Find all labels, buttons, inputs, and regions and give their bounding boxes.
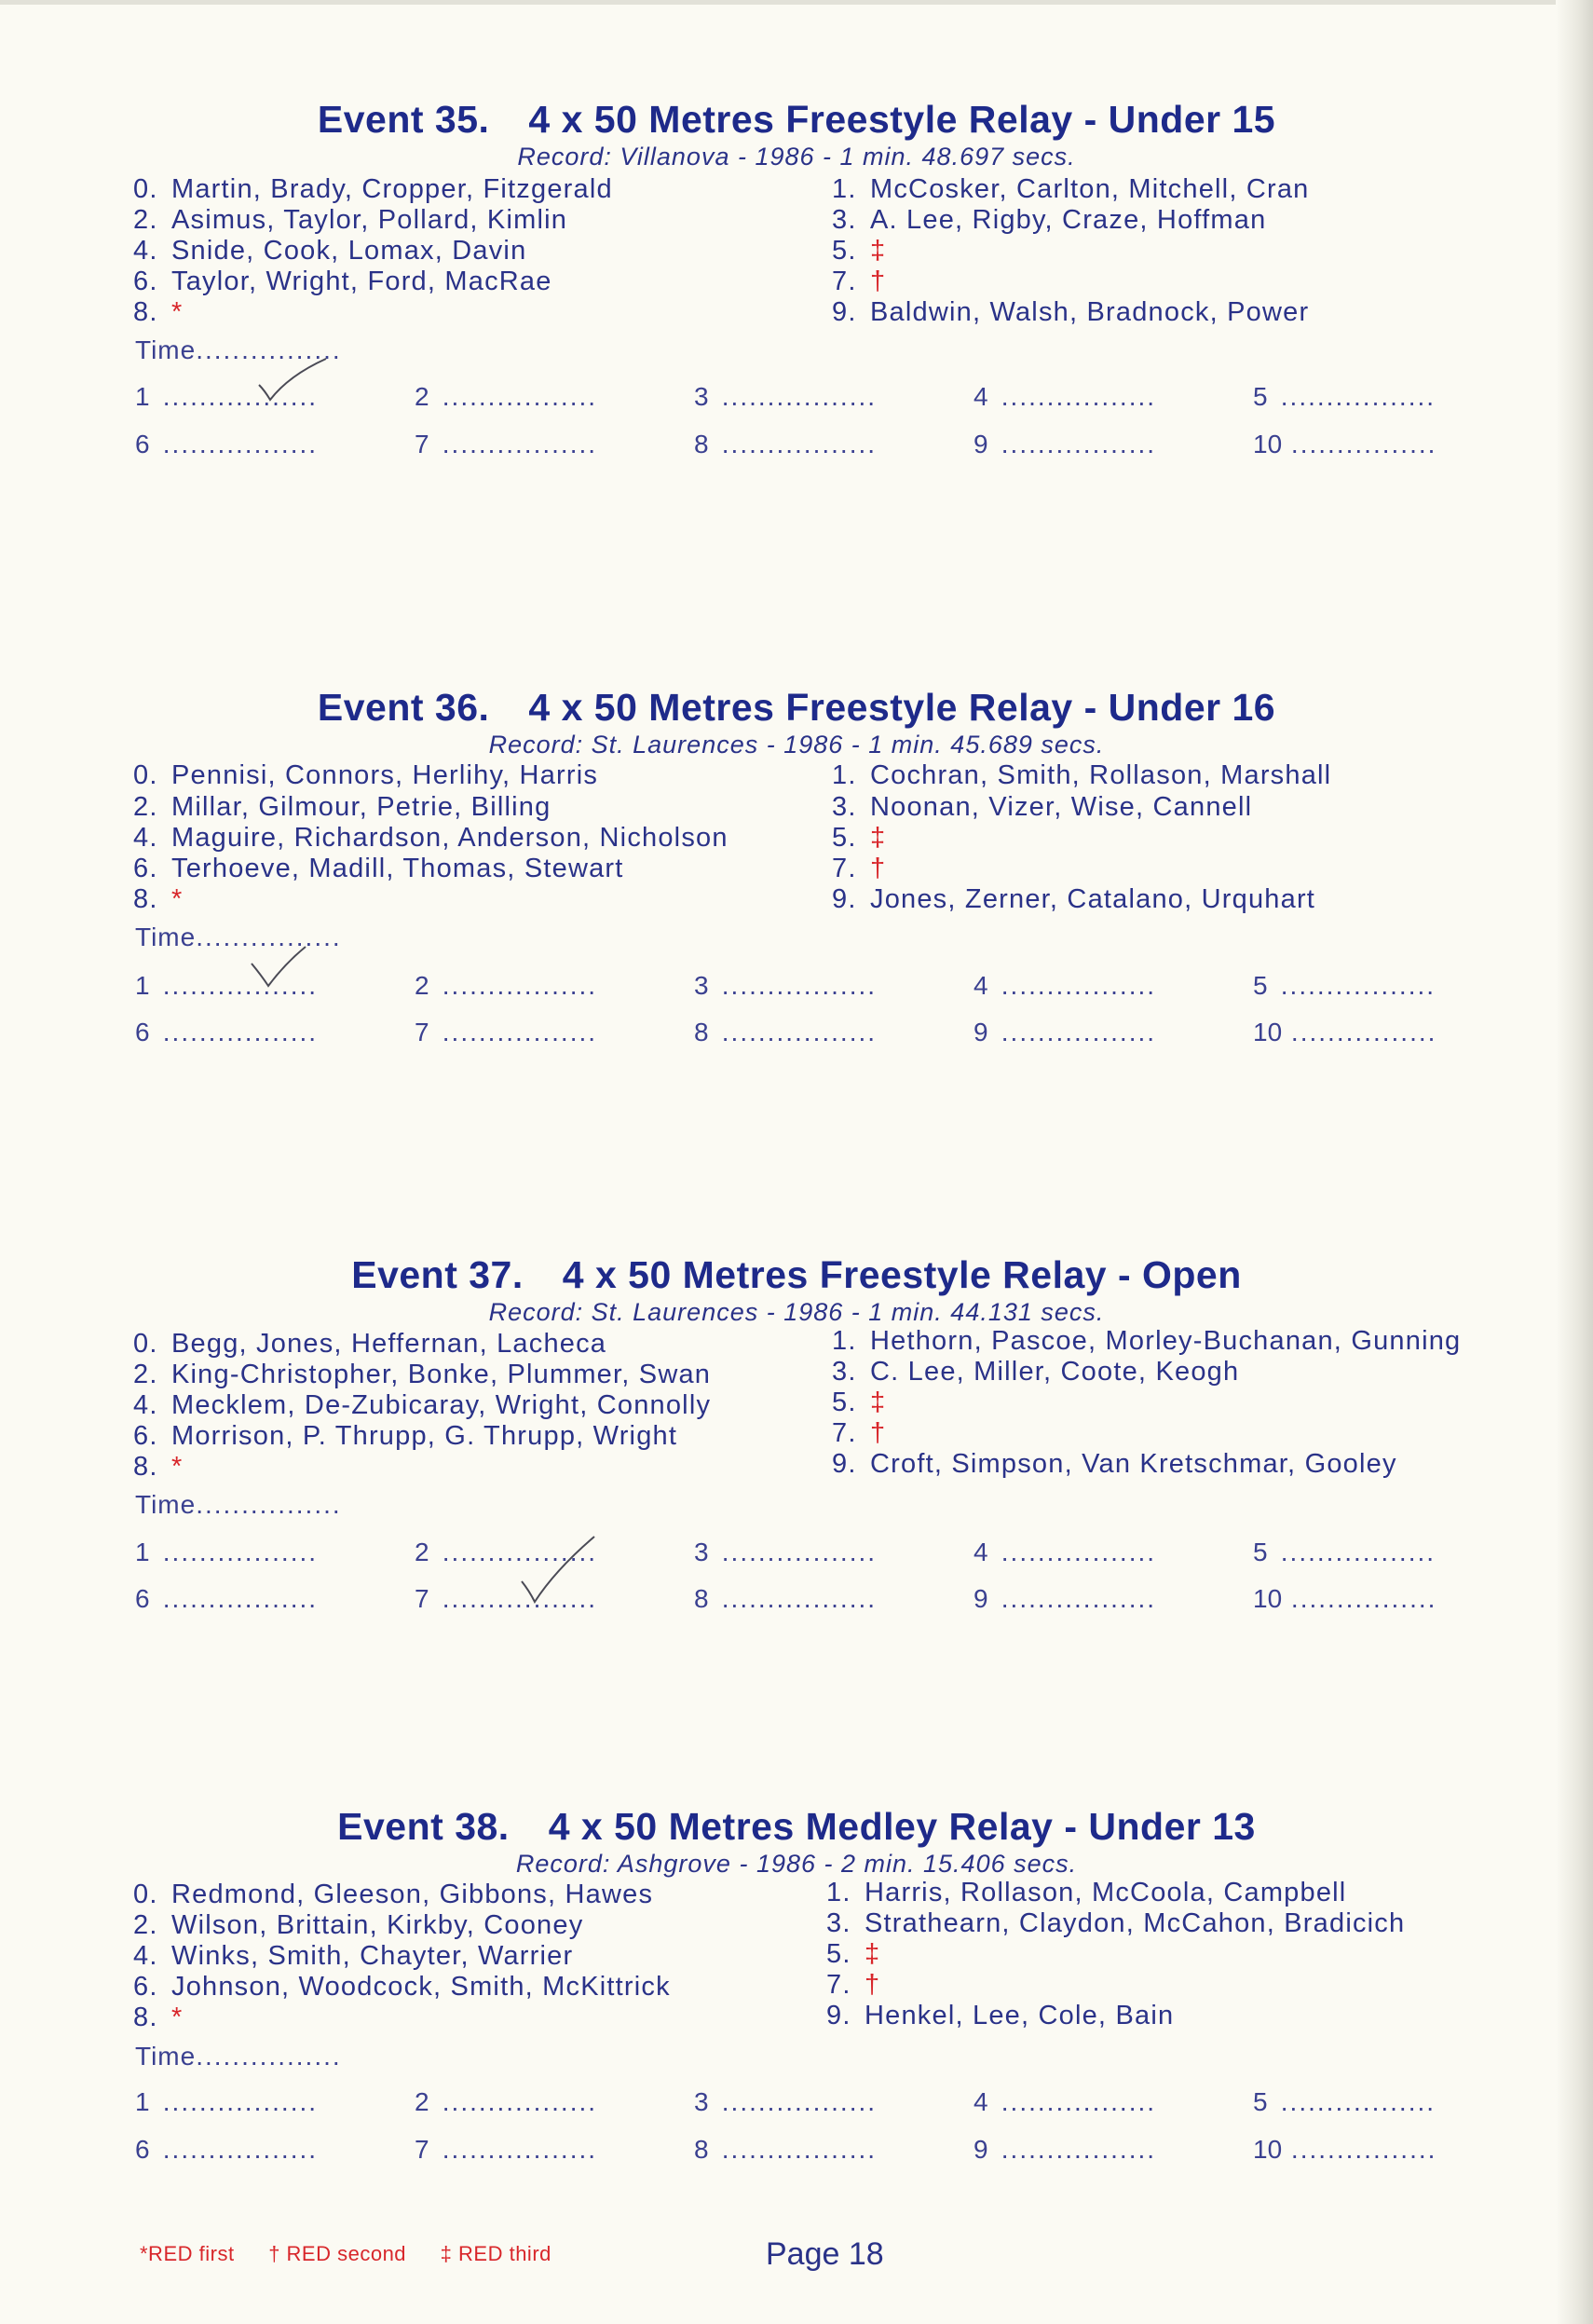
place-3: 3 ................. [694,1538,878,1566]
place-1: 1 ................. [135,2087,319,2116]
place-7: 7 ................. [415,2135,598,2164]
place-9: 9 ................. [974,430,1157,458]
place-4: 4 ................. [974,382,1157,411]
event-block-35 [0,98,1593,564]
lane-8: 8. * [133,297,184,327]
event-number: Event 37. [351,1253,524,1296]
lane-0: 0. Begg, Jones, Heffernan, Lacheca [133,1329,607,1359]
place-5: 5 ................. [1253,971,1436,1000]
event-name: 4 x 50 Metres Freestyle Relay - Open [562,1253,1242,1296]
place-8: 8 ................. [694,1584,878,1613]
lane-7: 7. † [832,854,887,883]
lane-9: 9. Baldwin, Walsh, Bradnock, Power [832,297,1310,327]
lane-6: 6. Morrison, P. Thrupp, G. Thrupp, Wright [133,1421,678,1451]
place-3: 3 ................. [694,971,878,1000]
place-6: 6 ................. [135,1584,319,1613]
event-title [0,1253,1593,1297]
time-field: Time................ [135,2042,342,2071]
legend-third: ‡ RED third [440,2242,551,2265]
event-name: 4 x 50 Metres Medley Relay - Under 13 [548,1805,1256,1848]
place-5: 5 ................. [1253,382,1436,411]
place-6: 6 ................. [135,2135,319,2164]
lane-9: 9. Henkel, Lee, Cole, Bain [826,2001,1175,2030]
lane-3: 3. Strathearn, Claydon, McCahon, Bradicich [826,1908,1406,1938]
place-1: 1 ................. [135,1538,319,1566]
lane-1: 1. Harris, Rollason, McCoola, Campbell [826,1878,1347,1907]
lane-6: 6. Johnson, Woodcock, Smith, McKittrick [133,1972,671,2002]
lane-5: 5. ‡ [826,1939,881,1969]
lane-1: 1. McCosker, Carlton, Mitchell, Cran [832,174,1310,204]
lane-5: 5. ‡ [832,1388,887,1417]
legend-second: † RED second [268,2242,407,2265]
place-8: 8 ................. [694,1018,878,1046]
lane-7: 7. † [832,267,887,296]
place-8: 8 ................. [694,2135,878,2164]
time-field: Time................ [135,923,342,951]
lane-8: 8. * [133,1452,184,1482]
lane-5: 5. ‡ [832,236,887,266]
lane-4: 4. Snide, Cook, Lomax, Davin [133,236,527,266]
place-7: 7 ................. [415,430,598,458]
event-number: Event 35. [317,98,490,141]
place-4: 4 ................. [974,1538,1157,1566]
place-3: 3 ................. [694,382,878,411]
place-10: 10 ................ [1253,2135,1437,2164]
event-name: 4 x 50 Metres Freestyle Relay - Under 15 [528,98,1276,141]
place-5: 5 ................. [1253,1538,1436,1566]
place-1: 1 ................. [135,971,319,1000]
event-title [0,98,1593,142]
lane-3: 3. C. Lee, Miller, Coote, Keogh [832,1357,1240,1387]
lane-9: 9. Croft, Simpson, Van Kretschmar, Gooley [832,1449,1397,1479]
event-block-38 [0,1805,1593,2271]
lane-8: 8. * [133,2003,184,2032]
colour-legend [140,2242,579,2266]
place-5: 5 ................. [1253,2087,1436,2116]
event-number: Event 38. [337,1805,510,1848]
event-record: Record: Ashgrove - 1986 - 2 min. 15.406 secs. [515,1850,1078,1878]
handwritten-tick-icon [240,943,324,999]
place-6: 6 ................. [135,1018,319,1046]
lane-1: 1. Hethorn, Pascoe, Morley-Buchanan, Gunning [832,1326,1462,1356]
lane-7: 7. † [826,1970,881,2000]
place-8: 8 ................. [694,430,878,458]
lane-3: 3. Noonan, Vizer, Wise, Cannell [832,792,1253,822]
lane-4: 4. Mecklem, De-Zubicaray, Wright, Connolly [133,1390,712,1420]
event-title [0,686,1593,730]
place-6: 6 ................. [135,430,319,458]
lane-0: 0. Pennisi, Connors, Herlihy, Harris [133,760,599,790]
place-7: 7 ................. [415,1584,598,1613]
lane-9: 9. Jones, Zerner, Catalano, Urquhart [832,884,1316,914]
lane-4: 4. Maguire, Richardson, Anderson, Nicholson [133,823,728,853]
time-field: Time................ [135,335,342,364]
place-1: 1 ................. [135,382,319,411]
lane-8: 8. * [133,884,184,914]
place-2: 2 ................. [415,382,598,411]
place-10: 10 ................ [1253,430,1437,458]
handwritten-tick-icon [252,357,335,413]
event-record: Record: St. Laurences - 1986 - 1 min. 44.131 secs. [488,1298,1105,1326]
place-10: 10 ................ [1253,1584,1437,1613]
lane-2: 2. Wilson, Brittain, Kirkby, Cooney [133,1910,584,1940]
lane-7: 7. † [832,1418,887,1448]
lane-3: 3. A. Lee, Rigby, Craze, Hoffman [832,205,1267,235]
place-4: 4 ................. [974,971,1157,1000]
event-record: Record: St. Laurences - 1986 - 1 min. 45.689 secs. [488,731,1105,759]
lane-2: 2. Asimus, Taylor, Pollard, Kimlin [133,205,568,235]
lane-2: 2. King-Christopher, Bonke, Plummer, Swan [133,1360,712,1389]
place-2: 2 ................. [415,1538,598,1566]
legend-first: *RED first [140,2242,235,2265]
page-top-edge [0,0,1593,5]
place-9: 9 ................. [974,1584,1157,1613]
place-9: 9 ................. [974,2135,1157,2164]
place-3: 3 ................. [694,2087,878,2116]
place-10: 10 ................ [1253,1018,1437,1046]
lane-0: 0. Redmond, Gleeson, Gibbons, Hawes [133,1880,654,1909]
place-9: 9 ................. [974,1018,1157,1046]
event-title [0,1805,1593,1849]
place-4: 4 ................. [974,2087,1157,2116]
handwritten-tick-icon [503,1533,606,1607]
event-record: Record: Villanova - 1986 - 1 min. 48.697 secs. [517,143,1076,171]
event-block-37 [0,1253,1593,1719]
time-field: Time................ [135,1490,342,1519]
lane-5: 5. ‡ [832,823,887,853]
place-2: 2 ................. [415,2087,598,2116]
lane-1: 1. Cochran, Smith, Rollason, Marshall [832,760,1332,790]
page-number: Page 18 [766,2236,884,2272]
event-name: 4 x 50 Metres Freestyle Relay - Under 16 [528,686,1276,729]
place-7: 7 ................. [415,1018,598,1046]
lane-2: 2. Millar, Gilmour, Petrie, Billing [133,792,551,822]
lane-6: 6. Taylor, Wright, Ford, MacRae [133,267,552,296]
lane-4: 4. Winks, Smith, Chayter, Warrier [133,1941,574,1971]
lane-0: 0. Martin, Brady, Cropper, Fitzgerald [133,174,613,204]
lane-6: 6. Terhoeve, Madill, Thomas, Stewart [133,854,624,883]
event-number: Event 36. [317,686,490,729]
place-2: 2 ................. [415,971,598,1000]
event-block-36 [0,686,1593,1152]
